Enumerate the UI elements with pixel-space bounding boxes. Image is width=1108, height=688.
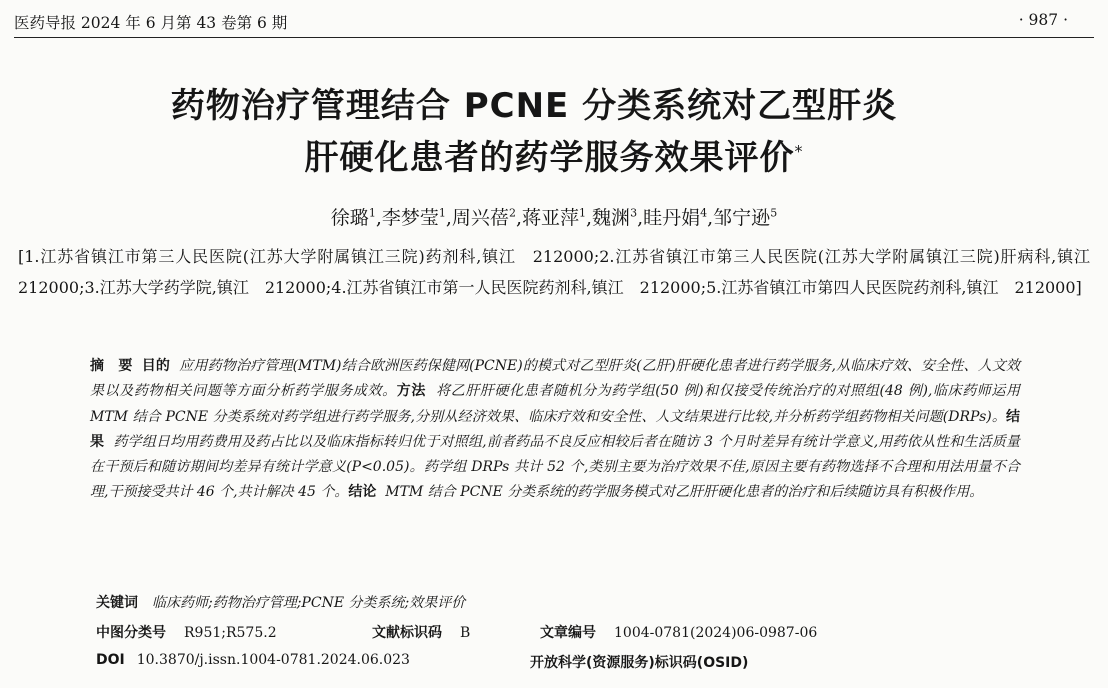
author: 徐璐$^1$ bbox=[330, 206, 376, 229]
abstract bbox=[90, 354, 1020, 506]
results-text: 药学组日均用药费用及药占比以及临床指标转归优于对照组,前者药品不良反应相较后者在随访 3 个月时差异有统计学意义,用药依从性和生活质量在干预后和随访期间均差异有统计学意义(P<0.05)。药学组 DRPs 共计 52 个,类别主要为治疗效果不佳,原因主要有药物选择不合理和用法用量不合理,干预接受共计 46 个,共计解决 45 个。 bbox=[90, 433, 1020, 501]
title-line-2 bbox=[0, 130, 1108, 179]
conclusion-label: 结论 bbox=[348, 484, 377, 501]
affiliations: [1.江苏省镇江市第三人民医院(江苏大学附属镇江三院)药剂科,镇江 212000;2.江苏省镇江市第三人民医院(江苏大学附属镇江三院)肝病科,镇江 212000;3.江苏大学药学院,镇江 212000;4.江苏省镇江市第一人民医院药剂科,镇江 212000;5.江苏省镇江市第四人民医院药剂科,镇江 212000] bbox=[18, 247, 1107, 297]
author: 蒋亚萍$^1$ bbox=[521, 206, 586, 229]
document-code: 文献标识码 B bbox=[372, 625, 471, 641]
running-header bbox=[14, 7, 1094, 35]
journal-info: 医药导报 2024 年 6 月第 43 卷第 6 期 bbox=[14, 14, 288, 32]
author: 邹宁逊$^5$ bbox=[713, 206, 778, 229]
article-number: 文章编号 1004-0781(2024)06-0987-06 bbox=[540, 625, 818, 641]
title-line-1: 药物治疗管理结合 PCNE 分类系统对乙型肝炎 bbox=[170, 86, 898, 126]
author: 眭丹娟$^4$ bbox=[643, 206, 708, 229]
header-rule bbox=[14, 37, 1094, 38]
author: 魏渊$^3$ bbox=[592, 206, 638, 229]
author: 李梦莹$^1$ bbox=[381, 206, 446, 229]
author-list: 徐璐$^1$,李梦莹$^1$,周兴蓓$^2$,蒋亚萍$^1$,魏渊$^3$,眭丹娟$^4$,邹宁逊$^5$ bbox=[330, 206, 778, 229]
results-label: 结果 bbox=[90, 408, 1020, 450]
keywords-value: 临床药师;药物治疗管理;PCNE 分类系统;效果评价 bbox=[152, 595, 466, 611]
methods-text: 将乙肝肝硬化患者随机分为药学组(50 例)和仅接受传统治疗的对照组(48 例),临床药师运用 MTM 结合 PCNE 分类系统对药学组进行药学服务,分别从经济效果、临床疗效和安全性、人文结果进行比较,并分析药学组药物相关问题(DRPs)。 bbox=[90, 383, 1021, 425]
keywords-label: 关键词 bbox=[96, 595, 138, 611]
clc-number: 中图分类号 R951;R575.2 bbox=[96, 625, 277, 641]
conclusion-text: MTM 结合 PCNE 分类系统的药学服务模式对乙肝肝硬化患者的治疗和后续随访具有积极作用。 bbox=[385, 484, 984, 501]
keywords bbox=[96, 592, 465, 612]
doi: DOI 10.3870/j.issn.1004-0781.2024.06.023 bbox=[96, 652, 410, 668]
title-footnote-mark: * bbox=[794, 141, 804, 161]
objective-text: 应用药物治疗管理(MTM)结合欧洲医药保健网(PCNE)的模式对乙型肝炎(乙肝)肝硬化患者进行药学服务,从临床疗效、安全性、人文效果以及药物相关问题等方面分析药学服务成效。 bbox=[90, 358, 1021, 400]
methods-label: 方法 bbox=[396, 383, 426, 400]
objective-label: 目的 bbox=[141, 358, 171, 374]
page-number: · 987 · bbox=[1018, 11, 1068, 29]
author: 周兴蓓$^2$ bbox=[451, 206, 516, 229]
abstract-label: 摘 要 bbox=[90, 358, 133, 374]
osid-label: 开放科学(资源服务)标识码(OSID) bbox=[530, 655, 749, 671]
title-line-2-text: 肝硬化患者的药学服务效果评价 bbox=[304, 138, 795, 178]
